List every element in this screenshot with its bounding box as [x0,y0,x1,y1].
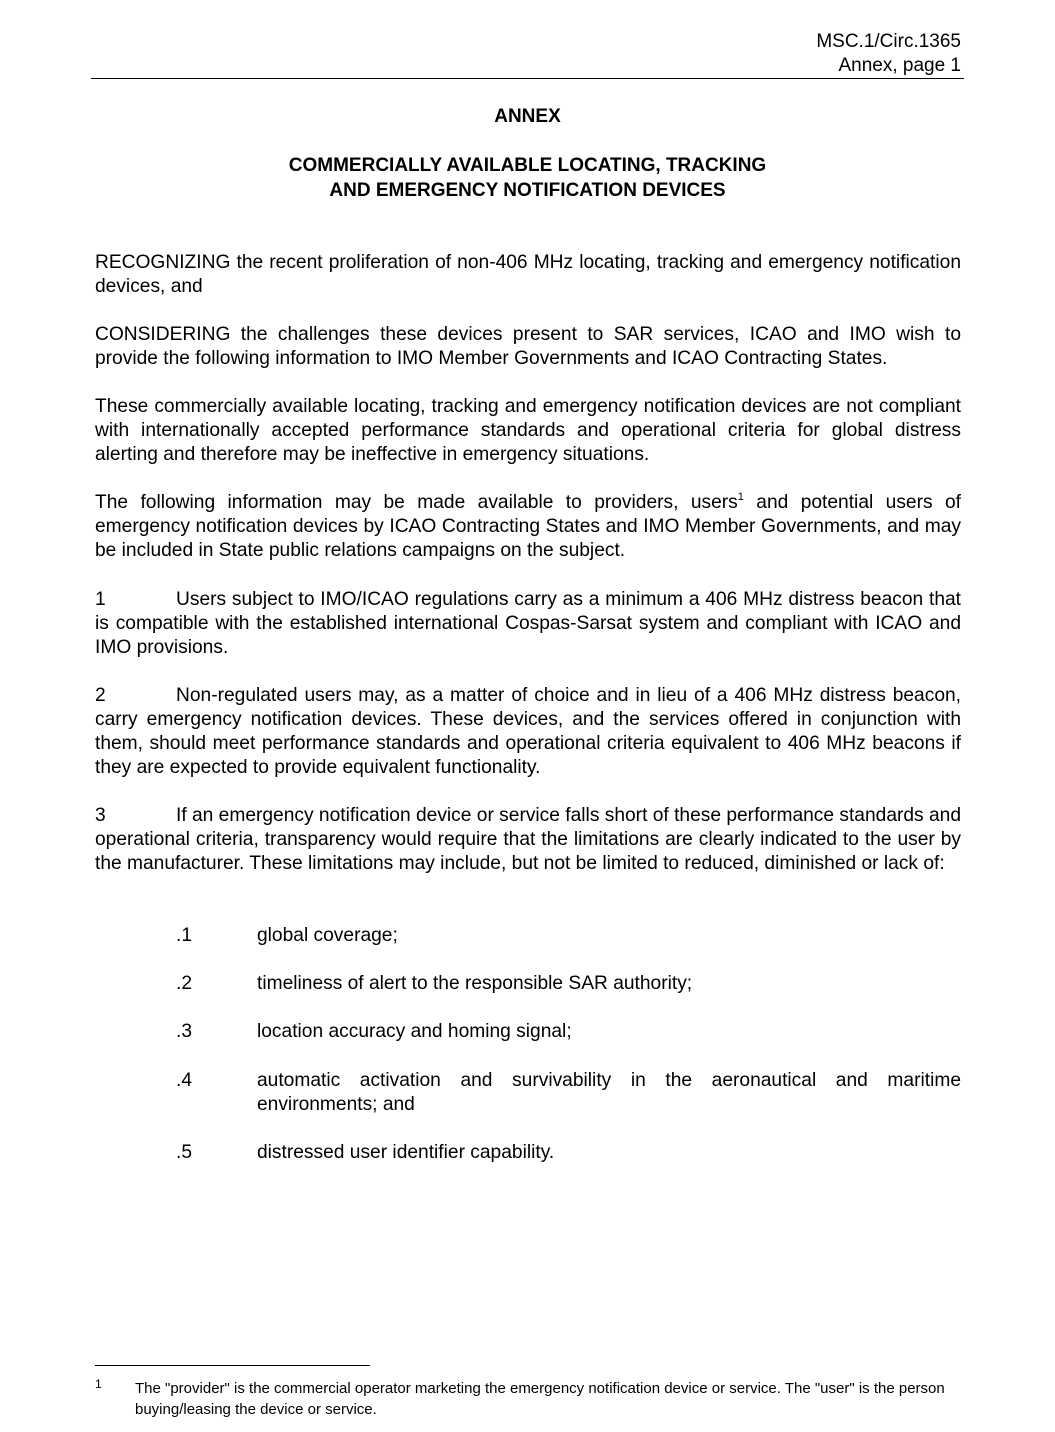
numbered-paragraph [95,588,961,660]
paragraph-text: If an emergency notification device or service falls short of these performance standards and operational criteria, transparency would require that the limitations are clearly indicated to the user by the manufacturer. These limitations may include, but not be limited to reduced, diminished or lack of: [95,805,961,874]
footnote-text: The "provider" is the commercial operator marketing the emergency notification device or service. The "user" is the person buying/leasing the device or service. [135,1380,945,1418]
document-title-line-2: AND EMERGENCY NOTIFICATION DEVICES [329,180,726,201]
annex-title: ANNEX [494,106,561,127]
document-reference: MSC.1/Circ.1365 [816,31,961,52]
list-item [176,1069,961,1117]
list-item-number: .4 [176,1070,193,1091]
list-item [176,1020,961,1044]
list-item-text: automatic activation and survivability in the aeronautical and maritime environments; and [257,1070,961,1115]
intro-paragraph-compliance: These commercially available locating, tracking and emergency notification devices are not compliant with internationally accepted performance standards and operational criteria for global distress alerting and therefore may be ineffective in emergency situations. [95,396,961,465]
list-item-text: location accuracy and homing signal; [257,1021,572,1042]
header-divider [91,78,964,79]
page-header [91,30,964,78]
footnote-marker: 1 [95,1377,102,1391]
list-item-number: .2 [176,973,193,994]
list-item-text: distressed user identifier capability. [257,1142,555,1163]
intro-paragraph-information [95,491,961,563]
paragraph-number: 2 [95,685,106,706]
list-item-number: .1 [176,925,193,946]
list-item [176,1141,961,1165]
document-title-line-1: COMMERCIALLY AVAILABLE LOCATING, TRACKING [288,155,767,176]
list-item [176,972,961,996]
intro-paragraph-considering: CONSIDERING the challenges these devices present to SAR services, ICAO and IMO wish to provide the following information to IMO Member Governments and ICAO Contracting States. [95,324,961,369]
list-item-number: .3 [176,1021,193,1042]
footnote-divider [95,1365,370,1366]
paragraph-number: 3 [95,805,106,826]
intro-paragraph-information-start: The following information may be made available to providers, users [95,492,738,513]
paragraph-number: 1 [95,589,106,610]
intro-paragraph-information-end: and potential users of emergency notification devices by ICAO Contracting States and IMO Member Governments, and may be included in State public relations campaigns on the subject. [95,492,961,561]
intro-paragraph-recognizing: RECOGNIZING the recent proliferation of non-406 MHz locating, tracking and emergency notification devices, and [95,252,961,297]
list-item [176,924,961,948]
numbered-paragraph [95,804,961,876]
footnote-reference: 1 [737,491,744,503]
paragraph-text: Users subject to IMO/ICAO regulations carry as a minimum a 406 MHz distress beacon that is compatible with the established international Cospas-Sarsat system and compliant with ICAO and IMO provisions. [95,589,961,658]
document-title [91,153,964,203]
page-reference: Annex, page 1 [838,55,961,76]
footnote [95,1378,961,1420]
list-item-text: timeliness of alert to the responsible SAR authority; [257,973,693,994]
paragraph-text: Non-regulated users may, as a matter of choice and in lieu of a 406 MHz distress beacon, carry emergency notification devices. These devices, and the services offered in conjunction with them, should meet performance standards and operational criteria equivalent to 406 MHz beacons if they are expected to provide equivalent functionality. [95,685,961,778]
list-item-text: global coverage; [257,925,398,946]
numbered-paragraph [95,684,961,780]
list-item-number: .5 [176,1142,193,1163]
